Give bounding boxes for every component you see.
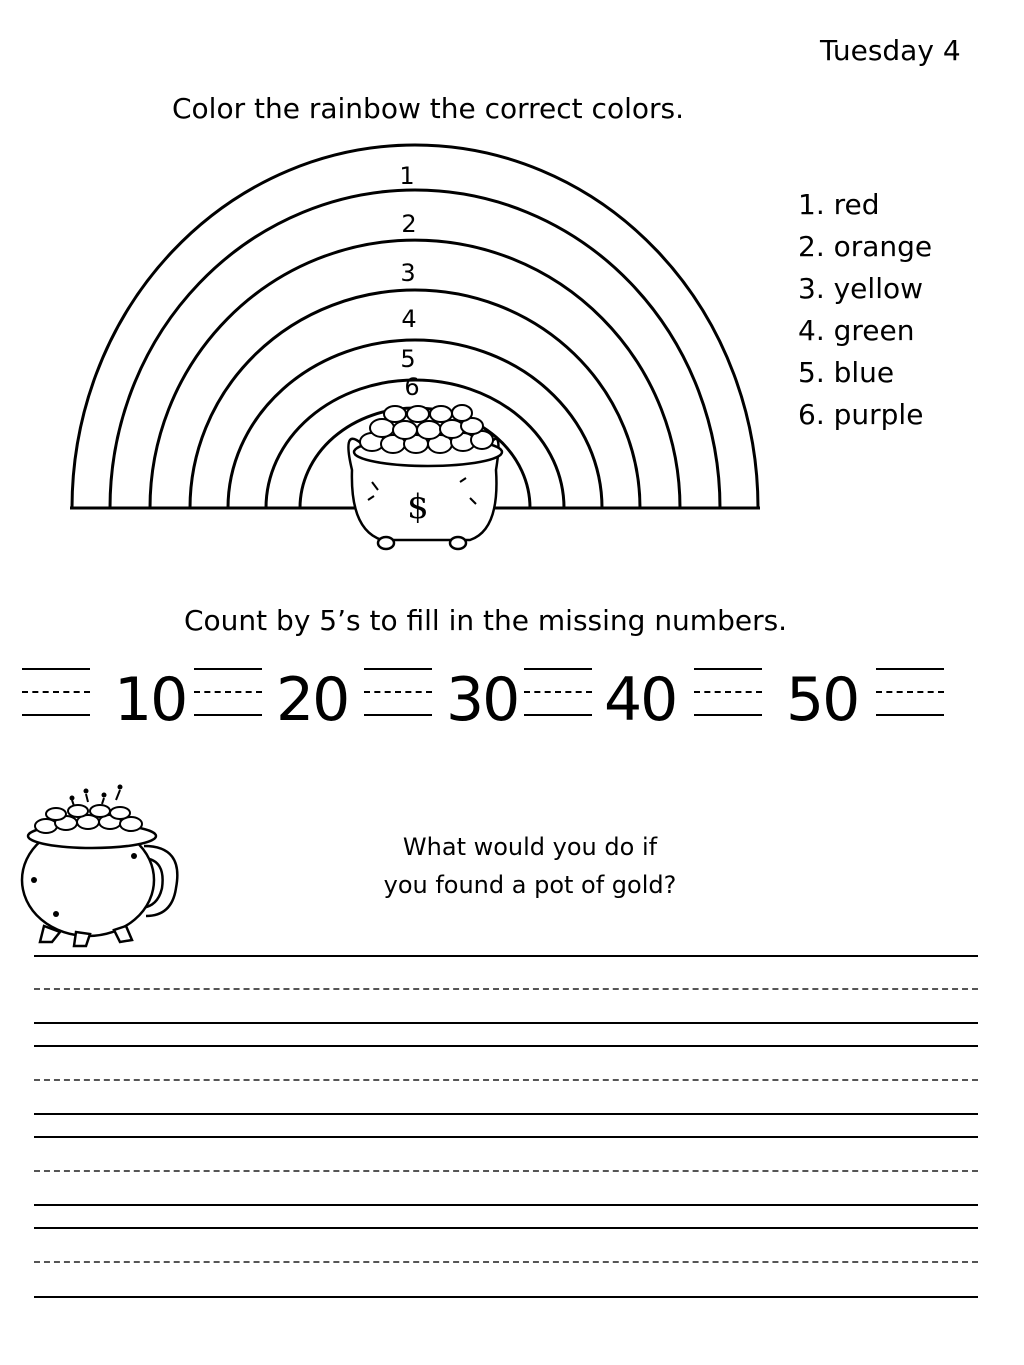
rainbow-instruction: Color the rainbow the correct colors. <box>172 92 684 125</box>
color-key-item: 4. green <box>798 314 915 347</box>
answer-blank-6[interactable] <box>876 668 944 716</box>
count-number-30: 30 <box>446 665 519 735</box>
writing-line-base <box>34 1022 978 1024</box>
writing-line-mid <box>34 1079 978 1081</box>
count-number-20: 20 <box>276 665 349 735</box>
writing-line-top <box>34 1045 978 1047</box>
writing-line-top <box>34 1136 978 1138</box>
arc-number-6: 6 <box>404 373 420 401</box>
arc-number-3: 3 <box>400 259 416 287</box>
arc-number-5: 5 <box>400 345 416 373</box>
answer-blank-5[interactable] <box>694 668 762 716</box>
writing-line-top <box>34 955 978 957</box>
writing-line-mid <box>34 988 978 990</box>
arc-number-2: 2 <box>401 210 417 238</box>
writing-line-base <box>34 1204 978 1206</box>
color-key-item: 1. red <box>798 188 880 221</box>
arc-number-4: 4 <box>401 305 417 333</box>
question-line-2: you found a pot of gold? <box>383 871 677 899</box>
count-number-50: 50 <box>786 665 859 735</box>
color-key-item: 2. orange <box>798 230 933 263</box>
writing-line-top <box>34 1227 978 1229</box>
arc-number-1: 1 <box>399 162 415 190</box>
question-line-1: What would you do if <box>402 833 658 861</box>
writing-question <box>330 828 730 904</box>
writing-line-base <box>34 1296 978 1298</box>
pot-dollar-symbol: $ <box>407 487 429 527</box>
day-label: Tuesday 4 <box>820 34 961 67</box>
answer-blank-1[interactable] <box>22 668 90 716</box>
answer-blank-4[interactable] <box>524 668 592 716</box>
count-number-40: 40 <box>604 665 677 735</box>
color-key-item: 3. yellow <box>798 272 924 305</box>
cauldron-icon <box>16 776 188 952</box>
count-number-10: 10 <box>114 665 187 735</box>
writing-line-base <box>34 1113 978 1115</box>
writing-line-mid <box>34 1170 978 1172</box>
counting-instruction: Count by 5’s to fill in the missing numbers. <box>184 604 788 637</box>
answer-blank-2[interactable] <box>194 668 262 716</box>
color-key-item: 6. purple <box>798 398 924 431</box>
color-key-item: 5. blue <box>798 356 895 389</box>
pot-of-gold-icon <box>348 405 502 549</box>
color-key-list <box>798 184 932 436</box>
writing-line-mid <box>34 1261 978 1263</box>
answer-blank-3[interactable] <box>364 668 432 716</box>
